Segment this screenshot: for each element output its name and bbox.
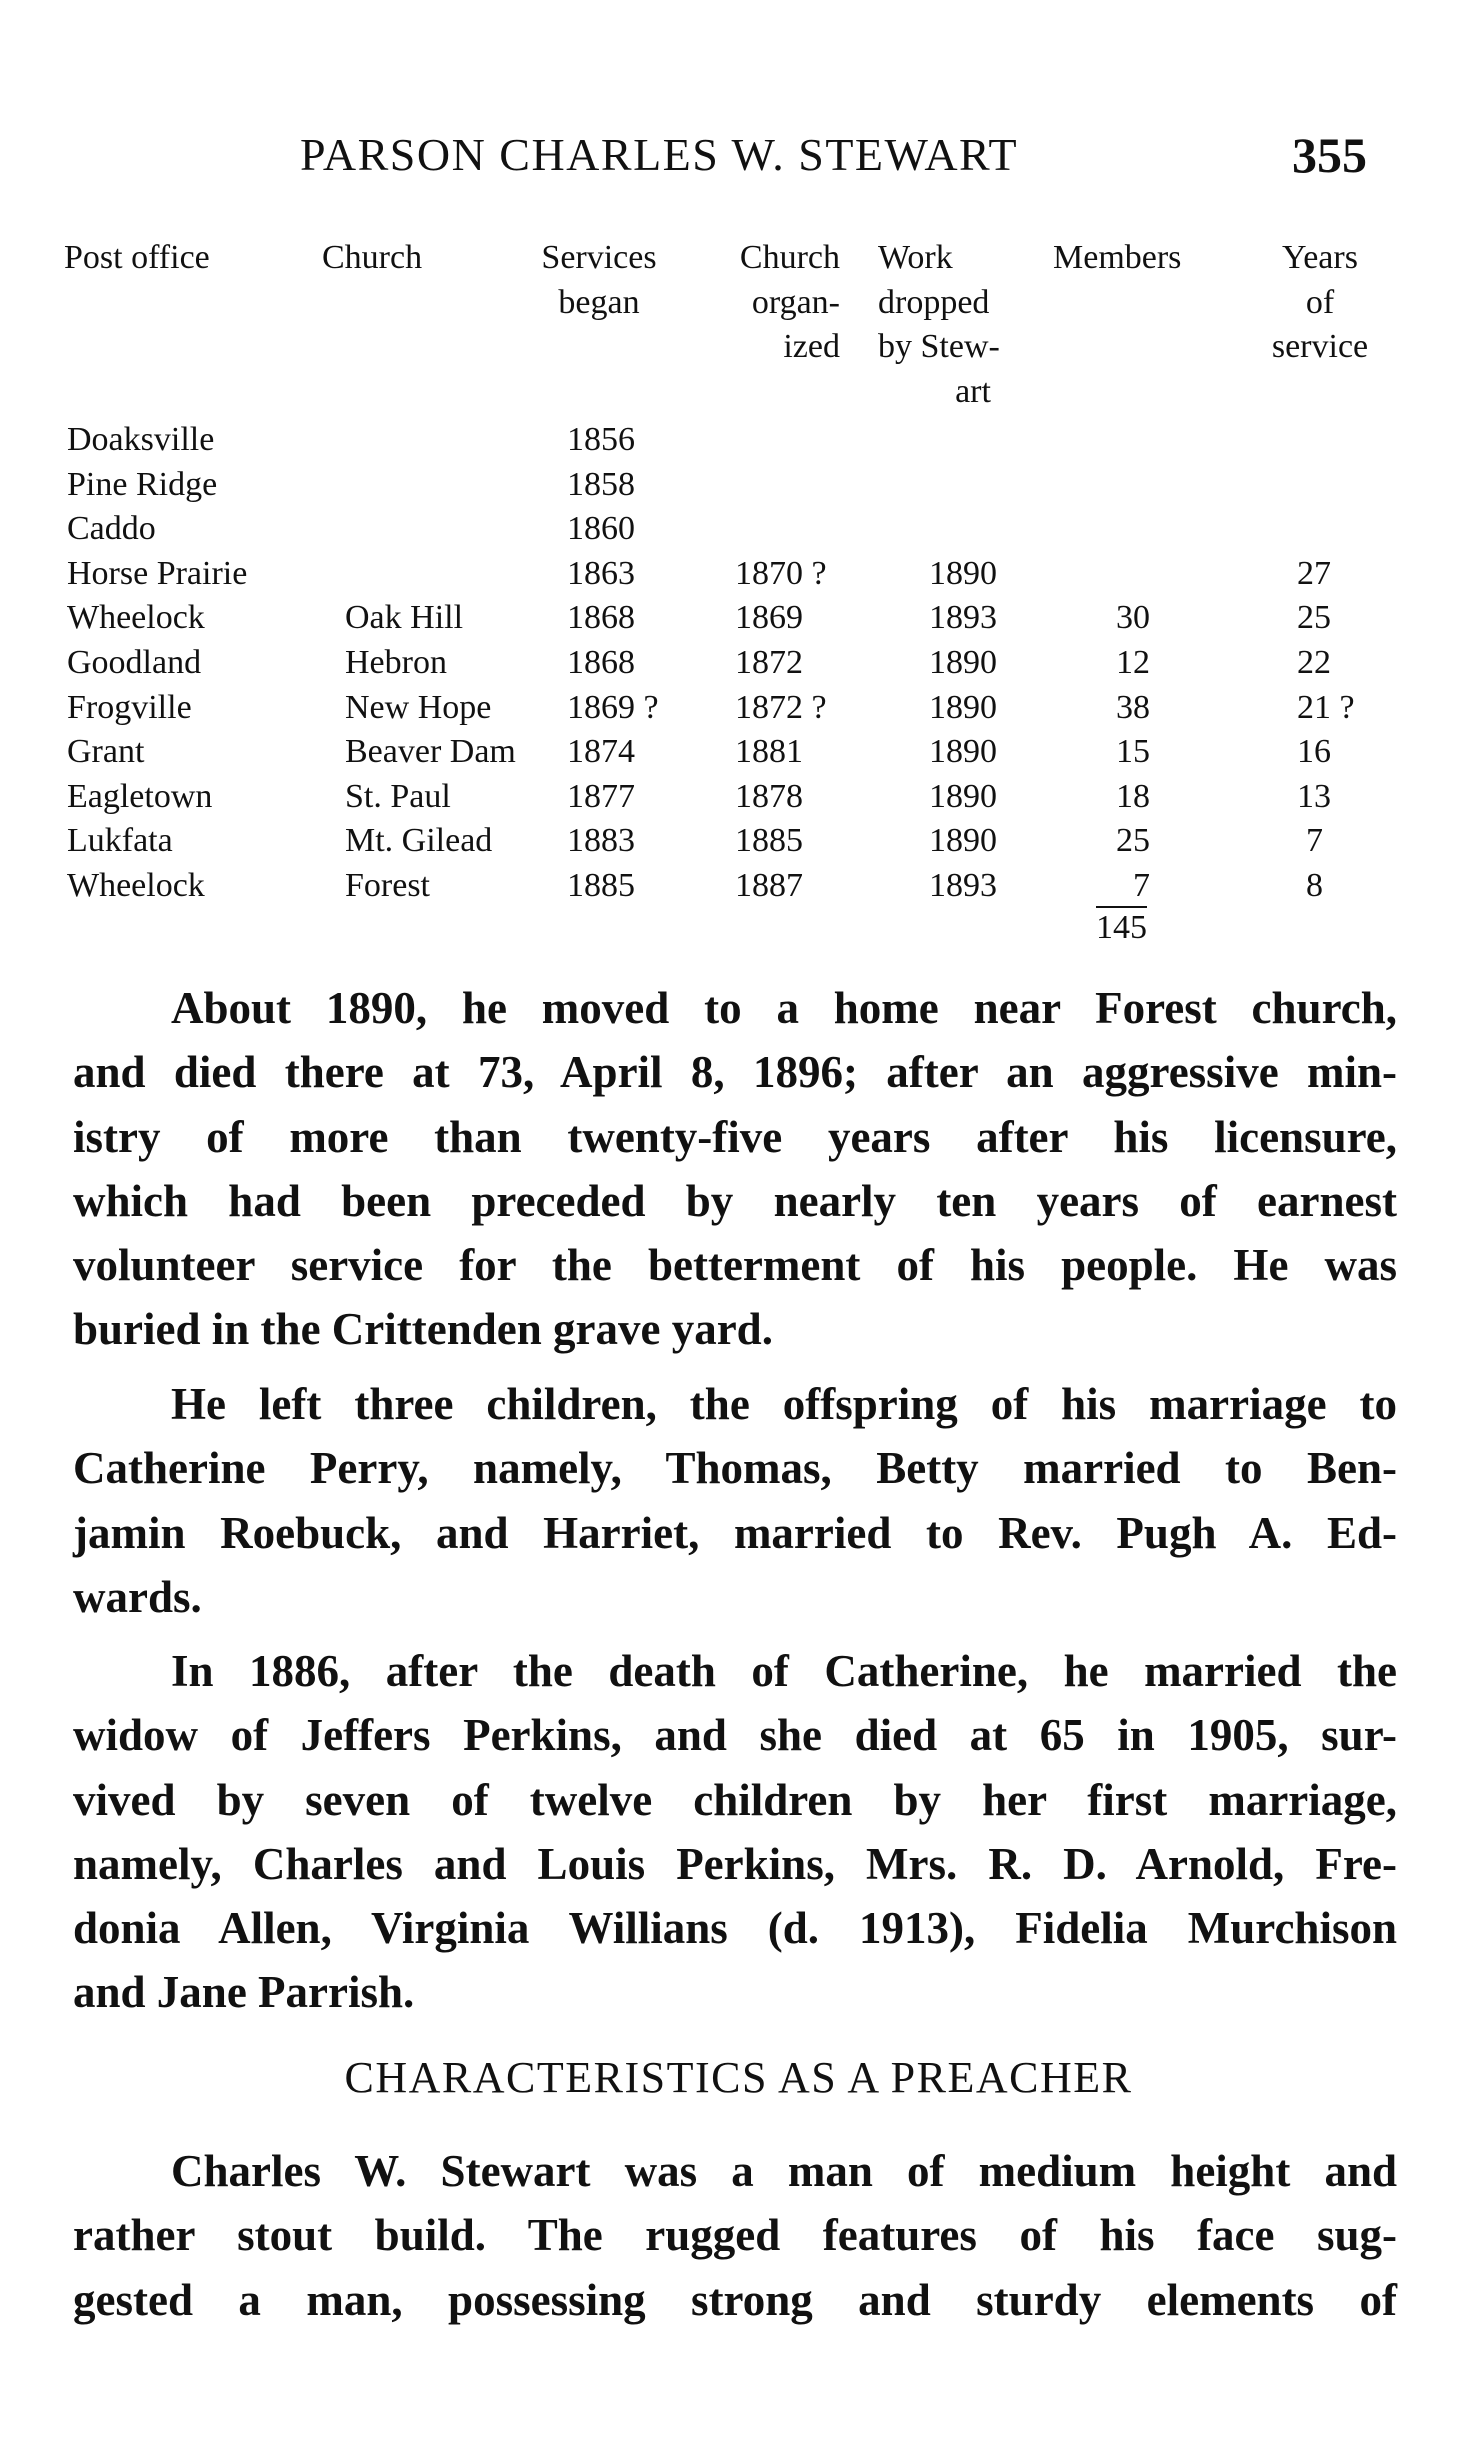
- table-cell: 30: [1116, 599, 1150, 637]
- text-line: donia Allen, Virginia Willians (d. 1913), Fidelia Murchison: [73, 1903, 1397, 1954]
- text-line: gested a man, possessing strong and sturdy elements of: [73, 2274, 1397, 2325]
- table-cell: 1872 ?: [735, 688, 827, 726]
- text-line: He left three children, the offspring of his marriage to: [171, 1379, 1397, 1429]
- table-cell: 1869 ?: [567, 688, 659, 726]
- column-header: Church: [739, 239, 840, 276]
- table-cell: 1869: [735, 599, 803, 637]
- table-cell: Horse Prairie: [67, 554, 248, 592]
- table-cell: 27: [1297, 554, 1331, 592]
- table-cell: 7: [1133, 867, 1150, 904]
- table-cell: 7: [1306, 822, 1323, 860]
- table-cell: 22: [1297, 644, 1331, 681]
- table-cell: 1887: [735, 867, 803, 904]
- table-cell: 1874: [567, 733, 635, 771]
- table-cell: 1893: [929, 599, 997, 637]
- column-header: Church: [322, 239, 423, 276]
- text-line: vived by seven of twelve children by her first marriage,: [73, 1774, 1397, 1825]
- table-cell: 1893: [929, 867, 997, 904]
- text-line: widow of Jeffers Perkins, and she died at 65 in 1905, sur-: [73, 1710, 1397, 1761]
- column-header: Members: [1053, 239, 1182, 276]
- table-cell: 16: [1297, 733, 1331, 771]
- column-header: Services: [541, 239, 657, 276]
- table-cell: Doaksville: [67, 421, 215, 458]
- text-line: rather stout build. The rugged features of his face sug-: [73, 2210, 1397, 2261]
- table-cell: 12: [1116, 644, 1150, 681]
- table-cell: Caddo: [67, 510, 156, 548]
- text-line: In 1886, after the death of Catherine, he married the: [171, 1646, 1397, 1696]
- table-cell: Oak Hill: [345, 599, 464, 637]
- paragraph-second-marriage: [73, 1639, 1397, 2025]
- text-line: which had been preceded by nearly ten years of earnest: [73, 1175, 1397, 1226]
- table-cell: 1868: [567, 644, 635, 681]
- table-cell: Goodland: [67, 644, 202, 681]
- column-header: organ-: [751, 283, 840, 321]
- table-cell: Lukfata: [67, 822, 173, 860]
- table-cell: 25: [1297, 599, 1331, 637]
- text-line: namely, Charles and Louis Perkins, Mrs. R. D. Arnold, Fre-: [73, 1838, 1397, 1889]
- text-line: jamin Roebuck, and Harriet, married to Rev. Pugh A. Ed-: [73, 1507, 1397, 1558]
- table-cell: 1863: [567, 554, 635, 592]
- table-cell: 1890: [929, 644, 997, 681]
- table-cell: 18: [1116, 777, 1150, 815]
- text-line: Charles W. Stewart was a man of medium height and: [171, 2146, 1397, 2196]
- table-cell: 1870 ?: [735, 554, 827, 592]
- column-header: of: [1305, 283, 1335, 321]
- table-cell: 25: [1116, 822, 1150, 860]
- table-cell: New Hope: [345, 688, 492, 726]
- table-cell: 15: [1116, 733, 1150, 771]
- table-cell: Wheelock: [67, 599, 205, 637]
- section-heading: CHARACTERISTICS AS A PREACHER: [344, 2053, 1133, 2102]
- table-cell: Pine Ridge: [67, 465, 218, 503]
- table-cell: 1883: [567, 822, 635, 860]
- running-title: PARSON CHARLES W. STEWART: [300, 129, 1019, 180]
- column-header: Post office: [64, 239, 210, 276]
- table-cell: 1890: [929, 733, 997, 771]
- table-cell: 1872: [735, 644, 803, 681]
- table-cell: 13: [1297, 777, 1331, 815]
- table-cell: Wheelock: [67, 867, 205, 904]
- table-cell: 1890: [929, 822, 997, 860]
- table-cell: 1856: [567, 421, 635, 458]
- paragraph-characteristics: [73, 2139, 1397, 2332]
- text-line: and Jane Parrish.: [73, 1967, 415, 2018]
- table-cell: 1860: [567, 510, 635, 548]
- table-cell: Eagletown: [67, 777, 213, 815]
- paragraph-children: [73, 1372, 1397, 1629]
- table-cell: Beaver Dam: [345, 733, 516, 771]
- text-line: and died there at 73, April 8, 1896; after an aggressive min-: [73, 1047, 1397, 1098]
- table-cell: 1868: [567, 599, 635, 637]
- table-cell: 1885: [567, 867, 635, 904]
- column-header: Years: [1282, 239, 1358, 276]
- column-header: by Stew-: [878, 328, 1000, 366]
- column-header: ized: [783, 328, 840, 366]
- text-line: About 1890, he moved to a home near Forest church,: [171, 983, 1397, 1033]
- table-cell: Mt. Gilead: [345, 822, 493, 860]
- table-cell: 1890: [929, 777, 997, 815]
- table-cell: 1890: [929, 554, 997, 592]
- table-cell: 1858: [567, 465, 635, 503]
- table-cell: Frogville: [67, 688, 192, 726]
- paragraph-death: [73, 976, 1397, 1362]
- table-cell: 1877: [567, 777, 635, 815]
- table-cell: 21 ?: [1297, 688, 1355, 726]
- table-cell: Hebron: [345, 644, 447, 681]
- column-header: dropped: [878, 283, 990, 321]
- table-cell: 8: [1306, 867, 1323, 904]
- text-line: volunteer service for the betterment of his people. He was: [73, 1240, 1397, 1291]
- table-cell: 38: [1116, 688, 1150, 726]
- table-cell: St. Paul: [345, 777, 451, 815]
- column-header: service: [1271, 328, 1369, 366]
- column-header: Work: [878, 239, 953, 276]
- table-cell: 1885: [735, 822, 803, 860]
- table-cell: Forest: [345, 867, 430, 904]
- text-line: wards.: [73, 1571, 202, 1622]
- text-line: istry of more than twenty-five years after his licensure,: [73, 1111, 1397, 1162]
- table-cell: 1890: [929, 688, 997, 726]
- members-total: 145: [1096, 906, 1147, 948]
- table-cell: 1878: [735, 777, 803, 815]
- table-cell: Grant: [67, 733, 145, 771]
- column-header: art: [955, 372, 991, 410]
- table-cell: 1881: [735, 733, 803, 771]
- page-number: 355: [1292, 127, 1367, 183]
- text-line: Catherine Perry, namely, Thomas, Betty married to Ben-: [73, 1443, 1397, 1494]
- text-line: buried in the Crittenden grave yard.: [73, 1304, 773, 1355]
- column-header: began: [558, 283, 640, 321]
